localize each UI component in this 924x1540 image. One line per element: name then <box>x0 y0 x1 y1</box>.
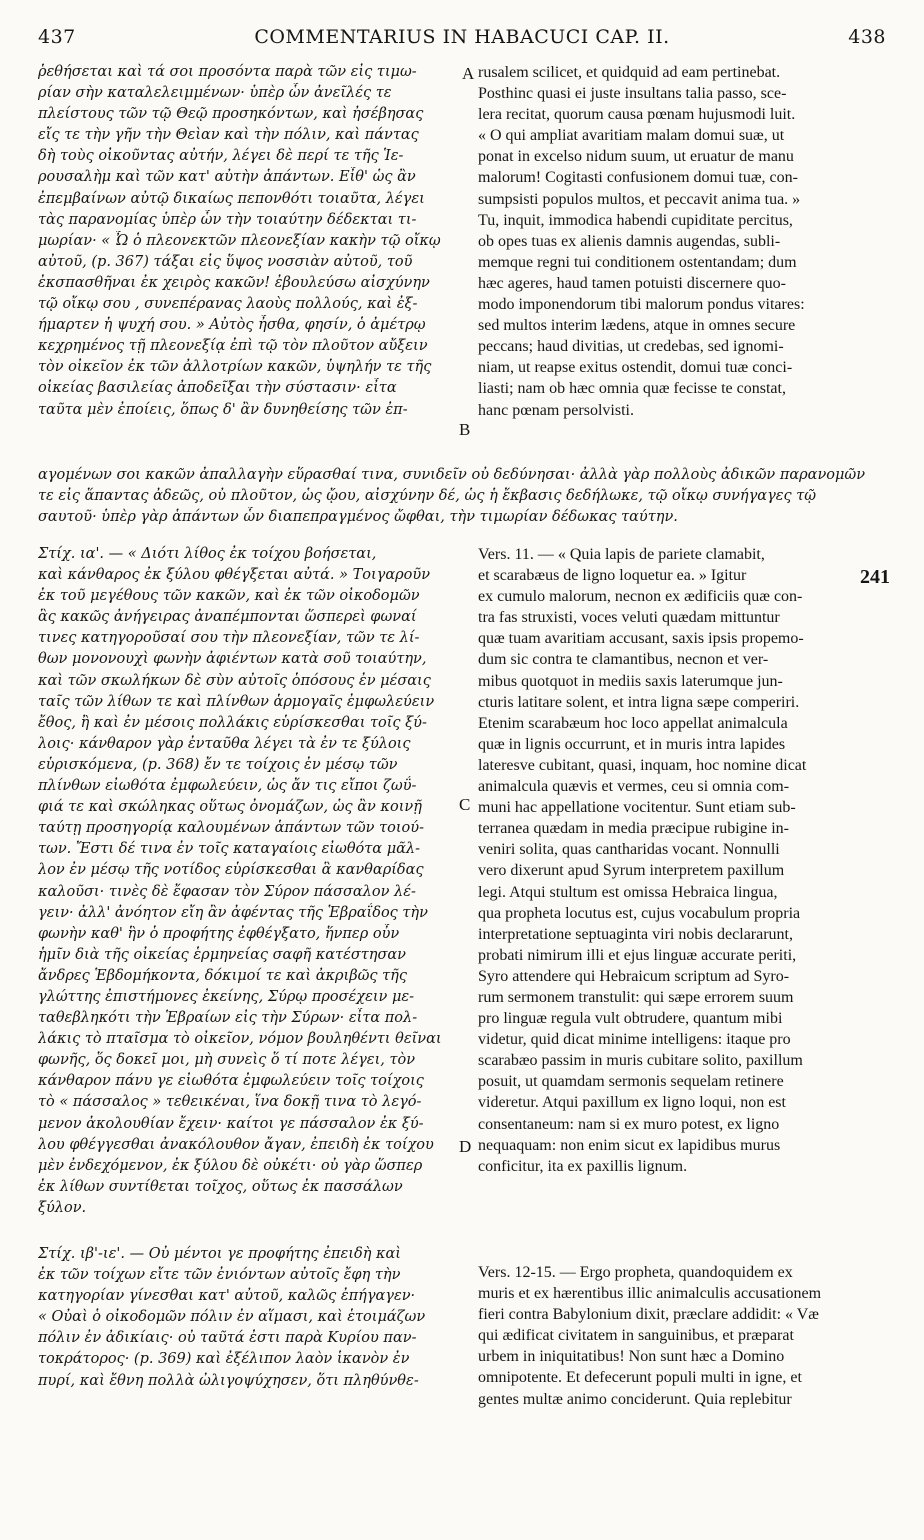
text-line: muni hac appellatione vocitentur. Sunt etiam sub- <box>478 799 796 817</box>
text-line: εἴς τε τὴν γῆν τὴν Θεὶαν καὶ τὴν πόλιν, καὶ πάντας <box>38 127 419 144</box>
latin-column-1 <box>478 62 888 421</box>
text-line: ξύλον. <box>38 1199 87 1216</box>
text-line: κεχρημένος τῇ πλεονεξίᾳ ἐπὶ τῷ τὸν πλοῦτον αὔξειν <box>38 338 428 355</box>
text-line: rum sermonem transtulit: qui sæpe errorem suum <box>478 988 794 1006</box>
text-line: probati nimirum illi et ejus linguæ accurate periti, <box>478 946 797 964</box>
text-line: Στίχ. ια'. — « Διότι λίθος ἐκ τοίχου βοήσεται, <box>38 546 377 562</box>
text-line: ἐκ τῶν τοίχων εἴτε τῶν ἐνιόντων αὐτοῖς ἔφη τὴν <box>38 1267 401 1284</box>
text-line: lera recitat, quorum causa pœnam hujusmodi luit. <box>478 106 796 124</box>
text-line: μὲν ἐνδεχόμενον, ἐκ ξύλου δὲ οὐκέτι· οὐ γὰρ ὥσπερ <box>38 1157 423 1174</box>
text-line: εὑρισκόμενα, (p. 368) ἔν τε τοίχοις ἐν μέσῳ τῶν <box>38 756 398 773</box>
text-line: ρουσαλὴμ καὶ τῶν κατ' αὐτὴν ἁπάντων. Εἶθ' ὡς ἂν <box>38 169 416 186</box>
text-line: consentaneum: nam si ex muro potest, ex ligno <box>478 1115 780 1133</box>
text-line: tra fas struxisti, voces veluti quædam mittuntur <box>478 609 780 627</box>
text-line: καλοῦσι· τινὲς δὲ ἔφασαν τὸν Σύρον πάσσαλον λέ- <box>38 883 416 900</box>
text-line: terranea quædam in media præcipue rubigine in- <box>478 820 790 838</box>
text-line: θων μονονουχὶ φωνὴν ἀφιέντων κατὰ σοῦ τοιαύτην, <box>38 651 427 668</box>
text-line: αγομένων σοι κακῶν ἀπαλλαγὴν εὕρασθαί τινα, συνιδεῖν οὐ δεδύνησαι· ἀλλὰ γὰρ πολλοὺς ἀδικῶν παρανομῶν <box>38 467 866 483</box>
text-line: Syro attendere qui Hebraicum scriptum ad Syro- <box>478 967 790 985</box>
text-line: rusalem scilicet, et quidquid ad eam pertinebat. <box>478 64 781 81</box>
text-line: muris et ex hærentibus illic animalculis accusationem <box>478 1285 822 1303</box>
text-line: οἰκείας βασιλείας ἀποδεῖξαι τὴν σύστασιν· εἶτα <box>38 380 397 397</box>
text-line: αὐτοῦ, (p. 367) τάξαι εἰς ὕψος νοσσιὰν αὐτοῦ, τοῦ <box>38 253 413 270</box>
text-line: modo imponendorum tibi malorum pondus vitares: <box>478 296 805 314</box>
text-line: δὴ τοὺς οἰκοῦντας αὐτήν, λέγει δὲ περί τε τῆς Ἱε- <box>38 148 404 165</box>
text-line: sed multos interim lædens, atque in omnes secure <box>478 317 796 335</box>
text-line: τὸ « πάσσαλος » τεθεικέναι, ἵνα δοκῇ τινα τὸ λεγό- <box>38 1094 422 1111</box>
latin-column-3 <box>478 1262 888 1410</box>
text-line: ἐκσπασθῆναι ἐκ χειρὸς κακῶν! ἐβουλεύσω αἰσχύνην <box>38 274 430 291</box>
text-line: ἄνδρες Ἑβδομήκοντα, δόκιμοί τε καὶ ἀκριβῶς τῆς <box>38 967 407 984</box>
text-line: λοις· κάνθαρον γὰρ ἐνταῦθα λέγει τὰ ἐν τε ξύλοις <box>38 735 411 752</box>
text-line: scarabæo passim in muris cubitare solito, paxillum <box>478 1052 803 1070</box>
text-line: « Οὐαὶ ὁ οἰκοδομῶν πόλιν ἐν αἵμασι, καὶ ἑτοιμάζων <box>38 1309 426 1326</box>
text-line: liasti; nam ob hæc omnia quæ fecisse te constat, <box>478 380 786 398</box>
greek-column-1 <box>38 62 460 421</box>
text-line: gentes multæ animo conciderunt. Quia replebitur <box>478 1390 792 1408</box>
text-line: Tu, inquit, immodica habendi cupiditate percitus, <box>478 211 793 229</box>
text-line: γειν· ἀλλ' ἀνόητον εἴη ἂν ἀφέντας τῆς Ἑβραΐδος τὴν <box>38 904 428 921</box>
page-number-left: 437 <box>38 26 76 48</box>
text-line: sumpsisti populos multos, et peccavit anima tua. » <box>478 190 801 208</box>
text-line: ἔθος, ἢ καὶ ἐν μέσοις πολλάκις εὑρίσκεσθαι τοῖς ξύ- <box>38 714 427 731</box>
text-line: dum sic contra te clamantibus, necnon et ver- <box>478 651 769 669</box>
text-line: λον ἐν μέσῳ τῆς νοτίδος εὑρίσκεσθαι ἃ κανθαρίδας <box>38 862 424 879</box>
latin-column-2 <box>478 544 888 1177</box>
text-line: Vers. 12-15. — Ergo propheta, quandoquidem ex <box>478 1264 793 1281</box>
text-line: ῥεθήσεται καὶ τά σοι προσόντα παρὰ τῶν εἰς τιμω- <box>38 64 417 80</box>
text-line: legi. Atqui stultum est omissa Hebraica lingua, <box>478 883 778 901</box>
text-line: φιά τε καὶ σκώληκας οὕτως ὀνομάζων, ὡς ἂν κοινῇ <box>38 799 422 816</box>
text-line: τε εἰς ἅπαντας ἀδεῶς, οὐ πλοῦτον, ὡς ᾤου, αἰσχύνην δέ, ὡς ἡ ἔκβασις δεδήλωκε, τῷ οἴκῳ συνήγαγες τῷ <box>38 488 817 505</box>
text-line: malorum! Cogitasti confusionem domui tuæ, con- <box>478 169 798 187</box>
text-line: καὶ κάνθαρος ἐκ ξύλου φθέγξεται αὐτά. » Τοιγαροῦν <box>38 567 431 584</box>
text-line: peccans; haud divitias, ut credebas, sed ignomi- <box>478 338 784 356</box>
text-line: πλείστους τῶν τῷ Θεῷ προσηκόντων, καὶ ἠσέβησας <box>38 106 424 123</box>
text-line: τὸν οἰκεῖον ἐκ τῶν ἀλλοτρίων κακῶν, ὑψηλήν τε τῆς <box>38 359 432 376</box>
text-line: ob opes tuas ex alienis damnis augendas, subli- <box>478 232 781 250</box>
text-line: κατηγορίαν γίνεσθαι κατ' αὐτοῦ, καλῶς ἐπήγαγεν· <box>38 1288 416 1305</box>
text-line: ἐκ τοῦ μεγέθους τῶν κακῶν, καὶ ἐκ τῶν οἰκοδομῶν <box>38 588 420 605</box>
text-line: nequaquam: non enim sicut ex lapidibus murus <box>478 1136 781 1154</box>
text-line: πόλιν ἐν ἀδικίαις· οὐ ταῦτά ἐστι παρὰ Κυρίου παν- <box>38 1330 417 1347</box>
text-line: ponat in excelso nidum suum, ut eruatur de manu <box>478 148 794 166</box>
text-line: ἃς κακῶς ἀνήγειρας ἀναπέμπονται ὥσπερεὶ φωναί <box>38 609 417 626</box>
text-line: Posthinc quasi ei juste insultans talia passo, sce- <box>478 85 787 103</box>
text-line: λάκις τὸ πταῖσμα τὸ οἰκεῖον, νόμον βουληθέντι θεῖναι <box>38 1031 442 1048</box>
text-line: ρίαν σὴν καταλελειμμένων· ὑπὲρ ὧν ἀνεῖλές τε <box>38 85 392 102</box>
running-title: COMMENTARIUS IN HABACUCI CAP. II. <box>254 26 670 48</box>
text-line: qui ædificat civitatem in sanguinibus, et præparat <box>478 1327 794 1345</box>
text-line: animalcula quævis et vermes, ceu si omnia com- <box>478 778 790 796</box>
text-line: ήμαρτεν ἡ ψυχή σου. » Αὐτὸς ἦσθα, φησίν, ὁ ἀμέτρῳ <box>38 317 426 334</box>
text-line: videtur, quid dicat minime intelligens: itaque pro <box>478 1031 791 1049</box>
text-line: των. Ἔστι δέ τινα ἐν τοῖς καταγαίοις εἰωθότα μᾶλ- <box>38 841 421 858</box>
text-line: λου φθέγγεσθαι ἀνακόλουθον ἄγαν, ἐπειδὴ ἐκ τοίχου <box>38 1136 434 1153</box>
text-line: omnipotente. Et defecerunt populi multi in igne, et <box>478 1369 802 1387</box>
text-line: φωνῆς, ὅς δοκεῖ μοι, μὴ συνεὶς ὅ τί ποτε λέγει, τὸν <box>38 1052 416 1069</box>
text-line: ταῖς τῶν λίθων τε καὶ πλίνθων ἁρμογαῖς ἐμφωλεύειν <box>38 693 435 710</box>
text-line: κάνθαρον πάνυ γε εἰωθότα ἐμφωλεύειν τοῖς τοίχοις <box>38 1073 424 1090</box>
text-line: niam, ut reapse exitus ostendit, domui tuæ conci- <box>478 359 793 377</box>
greek-column-3 <box>38 1244 460 1392</box>
text-line: σαυτοῦ· ὑπὲρ γὰρ ἁπάντων ὧν διαπεπραγμένος ὤφθαι, τὴν τιμωρίαν δέδωκας ταύτην. <box>38 509 678 526</box>
text-line: ταῦτα μὲν ἐποίεις, ὅπως δ' ἂν δυνηθείσης τῶν ἐπ- <box>38 401 408 418</box>
margin-letter-a: A <box>462 64 475 83</box>
greek-column-2 <box>38 544 460 1219</box>
text-line: conficitur, ita ex paxillis lignum. <box>478 1157 688 1175</box>
text-line: μωρίαν· « Ὦ ὁ πλεονεκτῶν πλεονεξίαν κακὴν τῷ οἴκῳ <box>38 232 441 249</box>
text-line: qua propheta locutus est, cujus vocabulum propria <box>478 904 801 922</box>
text-line: posuit, ut quamdam sermonis sequelam retinere <box>478 1073 784 1091</box>
margin-letter-c: C <box>459 795 471 814</box>
text-line: ταθεβληκότι τὴν Ἑβραίων εἰς τὴν Σύρων· εἶτα πολ- <box>38 1010 418 1027</box>
text-line: γλώττης ἐπιστήμονες ἐκείνης, Σύρῳ προσέχειν με- <box>38 988 415 1005</box>
text-line: ἐκ λίθων συντίθεται τοῖχος, οὕτως ἐκ πασσάλων <box>38 1178 403 1195</box>
text-line: ταύτῃ προσηγορίᾳ καλουμένων ἁπάντων τῶν τοιού- <box>38 820 424 837</box>
text-line: μενον ἀκολουθίαν ἔχειν· καίτοι γε πάσσαλον ἐκ ξύ- <box>38 1115 424 1132</box>
text-line: videretur. Atqui paxillum ex ligno loqui, non est <box>478 1094 786 1112</box>
margin-letter-b: B <box>459 420 471 439</box>
text-line: fieri contra Babylonium dixit, præclare addidit: « Væ <box>478 1306 819 1324</box>
running-header <box>38 26 886 56</box>
text-line: ἡμῖν διὰ τῆς οἰκείας ἑρμηνείας σαφῆ κατέστησαν <box>38 946 406 963</box>
text-line: ἐπεμβαίνων αὐτῷ δικαίως πεπονθότι τοιαῦτα, λέγει <box>38 190 425 207</box>
text-line: et scarabæus de ligno loquetur ea. » Igitur <box>478 567 747 585</box>
text-line: καὶ τῶν σκωλήκων δὲ σὺν αὐτοῖς ὁπόσους ἐν μέσαις <box>38 672 431 689</box>
text-line: τοκράτορος· (p. 369) καὶ ἐξέλιπον λαὸν ἱκανὸν ἐν <box>38 1351 410 1368</box>
text-line: φωνὴν καθ' ἣν ὁ προφήτης ἐφθέγξατο, ἥνπερ οὖν <box>38 925 400 942</box>
text-line: pro linguæ regula vult obtrudere, quantum mibi <box>478 1010 783 1028</box>
text-line: ex cumulo malorum, necnon ex ædificiis quæ con- <box>478 588 803 606</box>
text-line: memque regni tui conditionem ostentandam; dum <box>478 253 797 271</box>
text-line: quæ tuam avaritiam accusant, saxis ipsis propemo- <box>478 630 804 648</box>
text-line: vero dixerunt apud Syrum interpretem paxillum <box>478 862 785 880</box>
text-line: hanc pœnam persolvisti. <box>478 401 634 419</box>
text-line: τινες κατηγοροῦσαί σου τὴν πλεονεξίαν, τῶν τε λί- <box>38 630 420 647</box>
text-line: veniri solita, quas cantharidas vocant. Nonnulli <box>478 841 780 859</box>
text-line: Vers. 11. — « Quia lapis de pariete clamabit, <box>478 546 765 563</box>
column-number: 241 <box>860 566 890 588</box>
text-line: quæ in lignis occurrunt, et in muris intra lapides <box>478 735 786 753</box>
text-line: τὰς παρανομίας ὑπὲρ ὧν τὴν τοιαύτην δέδεκται τι- <box>38 211 417 228</box>
text-line: πλίνθων εἰωθότα ἐμφωλεύειν, ὡς ἄν τις εἴποι ζωΰ- <box>38 778 417 795</box>
text-line: τῷ οἴκῳ σου , συνεπέρανας λαοὺς πολλούς, καὶ ἐξ- <box>38 296 418 313</box>
text-line: Στίχ. ιβ'-ιε'. — Οὐ μέντοι γε προφήτης ἐπειδὴ καὶ <box>38 1246 401 1262</box>
greek-full-width-text <box>38 465 890 528</box>
text-line: Etenim scarabæum hoc loco appellat animalcula <box>478 714 788 732</box>
page-number-right: 438 <box>848 26 886 48</box>
text-line: cturis latitare solent, et intra ligna sæpe comperiri. <box>478 693 800 711</box>
margin-letter-d: D <box>459 1137 472 1156</box>
text-line: hæc ageres, haud tamen potuisti discernere quo- <box>478 274 786 292</box>
text-line: « O qui ampliat avaritiam malam domui suæ, ut <box>478 127 785 145</box>
text-line: lateresve cubitant, quasi, inquam, hoc nomine dicat <box>478 756 807 774</box>
text-line: urbem in iniquitatibus! Non sunt hæc a Domino <box>478 1348 785 1366</box>
text-line: mibus quotquot in mediis saxis laterumque jun- <box>478 672 783 690</box>
text-line: interpretatione septuaginta viri nobis declararunt, <box>478 925 793 943</box>
text-line: πυρί, καὶ ἔθνη πολλὰ ὠλιγοψύχησεν, ὅτι πληθύνθε- <box>38 1372 419 1389</box>
